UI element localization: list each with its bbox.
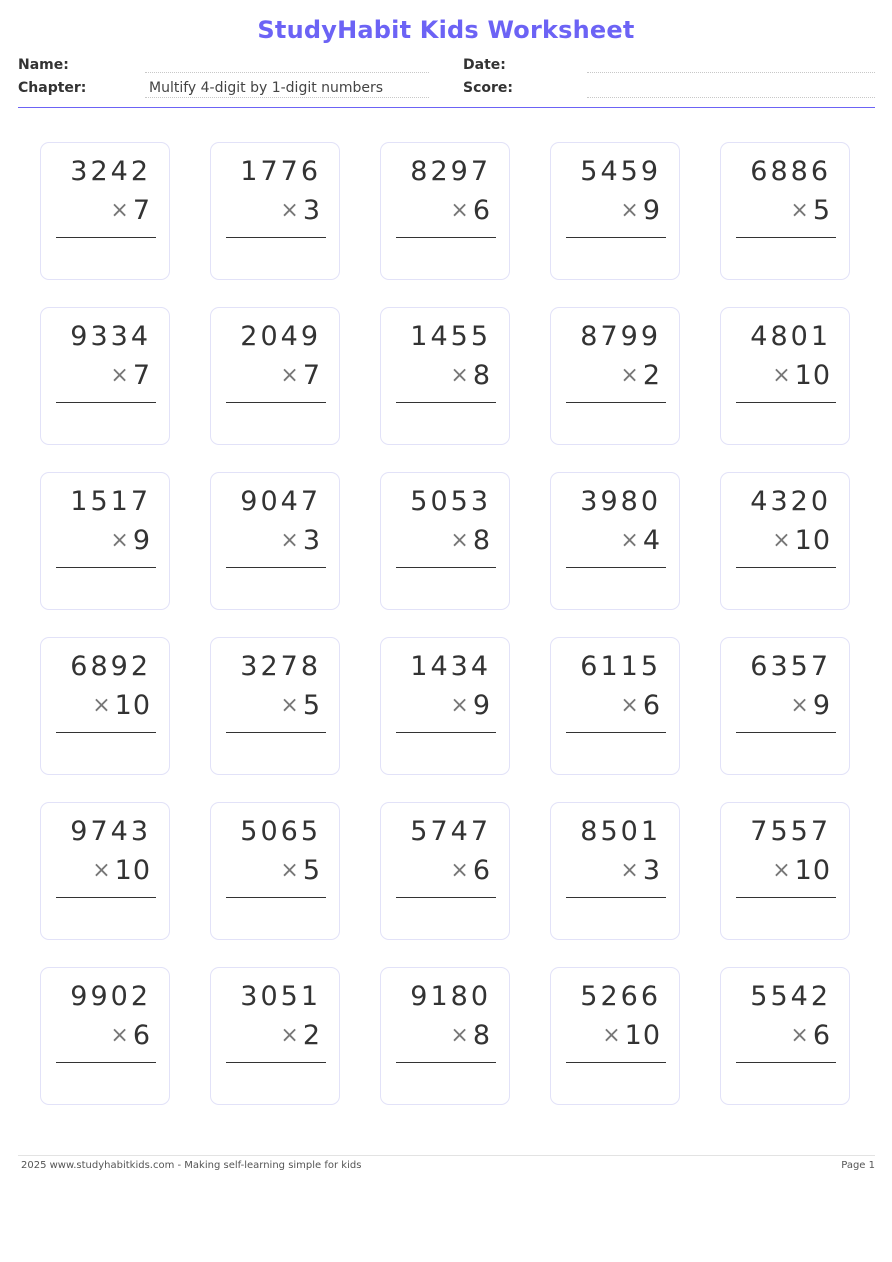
times-sign: × xyxy=(450,858,470,883)
answer-line[interactable] xyxy=(396,1062,496,1063)
problem-card xyxy=(40,967,170,1105)
problem-card xyxy=(210,142,340,280)
times-sign: × xyxy=(450,693,470,718)
times-sign: × xyxy=(790,198,810,223)
problem-card xyxy=(210,967,340,1105)
multiplier: 3 xyxy=(302,195,321,226)
chapter-underline xyxy=(145,97,429,98)
answer-line[interactable] xyxy=(566,567,666,568)
multiplicand: 3980 xyxy=(580,486,661,517)
multiplier: 9 xyxy=(132,525,151,556)
multiplier: 3 xyxy=(642,855,661,886)
multiplier: 6 xyxy=(642,690,661,721)
problem-card xyxy=(40,307,170,445)
multiplier-row xyxy=(620,195,661,226)
answer-line[interactable] xyxy=(566,1062,666,1063)
multiplier: 9 xyxy=(812,690,831,721)
multiplicand: 5747 xyxy=(410,816,491,847)
times-sign: × xyxy=(92,858,112,883)
times-sign: × xyxy=(602,1023,622,1048)
multiplicand: 3242 xyxy=(70,156,151,187)
times-sign: × xyxy=(110,1023,130,1048)
problem-card xyxy=(720,307,850,445)
answer-line[interactable] xyxy=(56,1062,156,1063)
answer-line[interactable] xyxy=(56,897,156,898)
problem-card xyxy=(720,802,850,940)
times-sign: × xyxy=(92,693,112,718)
multiplier: 5 xyxy=(302,690,321,721)
multiplicand: 9180 xyxy=(410,981,491,1012)
multiplier: 6 xyxy=(812,1020,831,1051)
times-sign: × xyxy=(450,198,470,223)
problem-card xyxy=(210,472,340,610)
times-sign: × xyxy=(620,198,640,223)
times-sign: × xyxy=(280,198,300,223)
times-sign: × xyxy=(280,858,300,883)
multiplicand: 5459 xyxy=(580,156,661,187)
times-sign: × xyxy=(772,363,792,388)
multiplicand: 5266 xyxy=(580,981,661,1012)
multiplier-row xyxy=(620,855,661,886)
multiplier: 6 xyxy=(472,855,491,886)
multiplier: 10 xyxy=(794,360,831,391)
answer-line[interactable] xyxy=(56,567,156,568)
answer-line[interactable] xyxy=(396,567,496,568)
answer-line[interactable] xyxy=(56,402,156,403)
multiplier-row xyxy=(790,195,831,226)
problem-card xyxy=(550,802,680,940)
multiplier-row xyxy=(110,195,151,226)
multiplier: 10 xyxy=(794,525,831,556)
multiplier-row xyxy=(450,525,491,556)
multiplicand: 4801 xyxy=(750,321,831,352)
answer-line[interactable] xyxy=(736,1062,836,1063)
problem-card xyxy=(550,967,680,1105)
multiplier: 7 xyxy=(132,195,151,226)
multiplier: 8 xyxy=(472,360,491,391)
times-sign: × xyxy=(790,1023,810,1048)
multiplier: 2 xyxy=(302,1020,321,1051)
multiplier-row xyxy=(450,690,491,721)
multiplier-row xyxy=(110,525,151,556)
multiplier: 10 xyxy=(624,1020,661,1051)
multiplicand: 6892 xyxy=(70,651,151,682)
answer-line[interactable] xyxy=(396,237,496,238)
name-field[interactable] xyxy=(145,72,429,73)
multiplicand: 5542 xyxy=(750,981,831,1012)
problem-card xyxy=(550,142,680,280)
multiplier: 5 xyxy=(302,855,321,886)
times-sign: × xyxy=(772,528,792,553)
multiplier-row xyxy=(790,1020,831,1051)
times-sign: × xyxy=(790,693,810,718)
multiplier: 8 xyxy=(472,525,491,556)
problem-card xyxy=(380,802,510,940)
multiplier: 7 xyxy=(132,360,151,391)
date-label: Date: xyxy=(463,57,506,73)
answer-line[interactable] xyxy=(226,402,326,403)
times-sign: × xyxy=(280,693,300,718)
problem-card xyxy=(720,142,850,280)
answer-line[interactable] xyxy=(226,732,326,733)
problem-card xyxy=(550,637,680,775)
multiplier-row xyxy=(450,1020,491,1051)
multiplicand: 4320 xyxy=(750,486,831,517)
multiplier: 10 xyxy=(794,855,831,886)
answer-line[interactable] xyxy=(226,1062,326,1063)
multiplier: 6 xyxy=(132,1020,151,1051)
multiplier-row xyxy=(620,525,661,556)
multiplier: 6 xyxy=(472,195,491,226)
problem-card xyxy=(720,472,850,610)
times-sign: × xyxy=(772,858,792,883)
answer-line[interactable] xyxy=(736,402,836,403)
multiplicand: 1776 xyxy=(240,156,321,187)
times-sign: × xyxy=(280,528,300,553)
multiplier-row xyxy=(450,360,491,391)
multiplicand: 5065 xyxy=(240,816,321,847)
multiplier-row xyxy=(450,195,491,226)
answer-line[interactable] xyxy=(736,237,836,238)
times-sign: × xyxy=(280,363,300,388)
multiplier: 9 xyxy=(472,690,491,721)
times-sign: × xyxy=(620,693,640,718)
times-sign: × xyxy=(450,363,470,388)
multiplicand: 6357 xyxy=(750,651,831,682)
answer-line[interactable] xyxy=(566,897,666,898)
answer-line[interactable] xyxy=(396,897,496,898)
multiplier-row xyxy=(92,855,151,886)
answer-line[interactable] xyxy=(226,567,326,568)
multiplicand: 1517 xyxy=(70,486,151,517)
multiplicand: 2049 xyxy=(240,321,321,352)
answer-line[interactable] xyxy=(736,567,836,568)
multiplicand: 5053 xyxy=(410,486,491,517)
multiplier: 2 xyxy=(642,360,661,391)
multiplicand: 6115 xyxy=(580,651,661,682)
problem-card xyxy=(720,967,850,1105)
multiplicand: 3278 xyxy=(240,651,321,682)
problem-card xyxy=(210,307,340,445)
problem-card xyxy=(550,307,680,445)
answer-line[interactable] xyxy=(396,402,496,403)
name-label: Name: xyxy=(18,57,69,73)
multiplier-row xyxy=(772,525,831,556)
multiplier-row xyxy=(772,360,831,391)
answer-line[interactable] xyxy=(736,897,836,898)
multiplicand: 1434 xyxy=(410,651,491,682)
multiplier-row xyxy=(790,690,831,721)
times-sign: × xyxy=(620,528,640,553)
times-sign: × xyxy=(620,858,640,883)
multiplier-row xyxy=(280,1020,321,1051)
chapter-label: Chapter: xyxy=(18,80,87,96)
date-field[interactable] xyxy=(587,72,875,73)
times-sign: × xyxy=(110,363,130,388)
multiplier-row xyxy=(450,855,491,886)
problem-card xyxy=(40,637,170,775)
header-divider xyxy=(18,107,875,108)
problem-card xyxy=(720,637,850,775)
answer-line[interactable] xyxy=(566,237,666,238)
score-label: Score: xyxy=(463,80,513,96)
multiplier-row xyxy=(92,690,151,721)
problem-card xyxy=(40,472,170,610)
problem-card xyxy=(40,802,170,940)
multiplicand: 8297 xyxy=(410,156,491,187)
multiplier-row xyxy=(110,1020,151,1051)
page-number: Page 1 xyxy=(841,1160,875,1171)
problem-card xyxy=(380,472,510,610)
multiplicand: 6886 xyxy=(750,156,831,187)
problem-card xyxy=(210,637,340,775)
chapter-value: Multify 4-digit by 1-digit numbers xyxy=(149,80,384,96)
multiplicand: 7557 xyxy=(750,816,831,847)
multiplicand: 9047 xyxy=(240,486,321,517)
multiplier-row xyxy=(280,855,321,886)
multiplier-row xyxy=(620,690,661,721)
multiplicand: 3051 xyxy=(240,981,321,1012)
problem-card xyxy=(550,472,680,610)
answer-line[interactable] xyxy=(56,732,156,733)
answer-line[interactable] xyxy=(736,732,836,733)
footer-divider xyxy=(18,1155,875,1156)
times-sign: × xyxy=(620,363,640,388)
problem-card xyxy=(380,637,510,775)
multiplier: 7 xyxy=(302,360,321,391)
multiplier-row xyxy=(110,360,151,391)
multiplier-row xyxy=(280,195,321,226)
score-field[interactable] xyxy=(587,97,875,98)
answer-line[interactable] xyxy=(226,897,326,898)
times-sign: × xyxy=(110,528,130,553)
worksheet-title: StudyHabit Kids Worksheet xyxy=(257,16,635,44)
multiplier: 10 xyxy=(114,855,151,886)
answer-line[interactable] xyxy=(226,237,326,238)
multiplier-row xyxy=(280,360,321,391)
problem-card xyxy=(40,142,170,280)
multiplier: 9 xyxy=(642,195,661,226)
times-sign: × xyxy=(450,1023,470,1048)
multiplier: 5 xyxy=(812,195,831,226)
times-sign: × xyxy=(450,528,470,553)
multiplier-row xyxy=(280,690,321,721)
answer-line[interactable] xyxy=(566,402,666,403)
multiplicand: 1455 xyxy=(410,321,491,352)
problem-card xyxy=(380,307,510,445)
multiplier: 10 xyxy=(114,690,151,721)
multiplicand: 9743 xyxy=(70,816,151,847)
multiplier-row xyxy=(620,360,661,391)
times-sign: × xyxy=(280,1023,300,1048)
multiplicand: 8501 xyxy=(580,816,661,847)
answer-line[interactable] xyxy=(566,732,666,733)
multiplier-row xyxy=(602,1020,661,1051)
footer-text: 2025 www.studyhabitkids.com - Making self-learning simple for kids xyxy=(21,1160,362,1171)
answer-line[interactable] xyxy=(56,237,156,238)
multiplicand: 9334 xyxy=(70,321,151,352)
times-sign: × xyxy=(110,198,130,223)
multiplicand: 8799 xyxy=(580,321,661,352)
multiplier-row xyxy=(772,855,831,886)
multiplier: 8 xyxy=(472,1020,491,1051)
problem-card xyxy=(210,802,340,940)
multiplier: 3 xyxy=(302,525,321,556)
multiplier-row xyxy=(280,525,321,556)
multiplier: 4 xyxy=(642,525,661,556)
problem-card xyxy=(380,967,510,1105)
problem-card xyxy=(380,142,510,280)
multiplicand: 9902 xyxy=(70,981,151,1012)
answer-line[interactable] xyxy=(396,732,496,733)
